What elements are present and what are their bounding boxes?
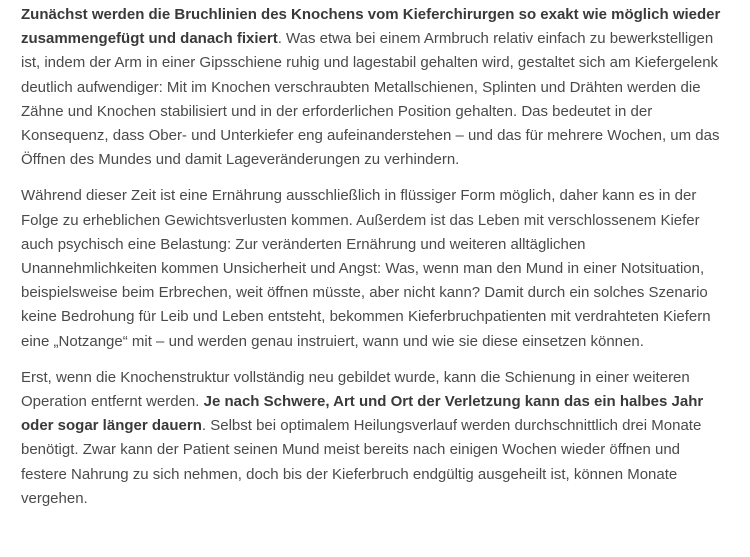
paragraph-fixation-highlight: Zunächst werden die Bruchlinien des Knochens vom Kieferchirurgen so exakt wie möglich wieder zusammengefügt und danach fixiert: [21, 6, 721, 48]
paragraph-healing-highlight: Je nach Schwere, Art und Ort der Verletzung kann das ein halbes Jahr oder sogar länger dauern: [21, 393, 704, 435]
paragraph-healing-text-start: Erst, wenn die Knochenstruktur vollständig neu gebildet wurde, kann die Schienung in einer weiteren Operation entfernt werden.: [21, 368, 690, 411]
paragraph-fixation: [21, 0, 724, 172]
paragraph-nutrition-text: Während dieser Zeit ist eine Ernährung ausschließlich in flüssiger Form möglich, daher kann es in der Folge zu erheblichen Gewichtsverlusten kommen. Außerdem ist das Leben mit verschlossenem Kiefer auch psychisch eine Belastung: Zur veränderten Ernährung und weiteren alltäglichen Unannehmlichkeiten kommen Unsicherheit und Angst: Was, wenn man den Mund in einer Notsituation, beispielsweise beim Erbrechen, weit öffnen müsste, aber nicht kann? Damit durch ein solches Szenario keine Bedrohung für Leib und Leben entsteht, bekommen Kieferbruchpatienten mit verdrahteten Kiefern eine „Notzange“ mit – und werden genau instruiert, wann und wie sie diese einsetzen können.: [21, 187, 711, 350]
paragraph-healing: [21, 366, 724, 511]
paragraph-fixation-text: . Was etwa bei einem Armbruch relativ einfach zu bewerkstelligen ist, indem der Arm in einer Gipsschiene ruhig und lagestabil gehalten wird, gestaltet sich am Kiefergelenk deutlich aufwendiger: Mit im Knochen verschraubten Metallschienen, Splinten und Drähten werden die Zähne und Knochen stabilisiert und in der erforderlichen Position gehalten. Das bedeutet in der Konsequenz, dass Ober- und Unterkiefer eng aufeinanderstehen – und das für mehrere Wochen, um das Öffnen des Mundes und damit Lageveränderungen zu verhindern.: [21, 30, 720, 169]
paragraph-healing-text-end: . Selbst bei optimalem Heilungsverlauf werden durchschnittlich drei Monate benötigt. Zwar kann der Patient seinen Mund meist bereits nach einigen Wochen wieder öffnen und festere Nahrung zu sich nehmen, doch bis der Kieferbruch endgültig ausgeheilt ist, können Monate vergehen.: [21, 417, 702, 507]
paragraph-nutrition: [21, 184, 724, 353]
